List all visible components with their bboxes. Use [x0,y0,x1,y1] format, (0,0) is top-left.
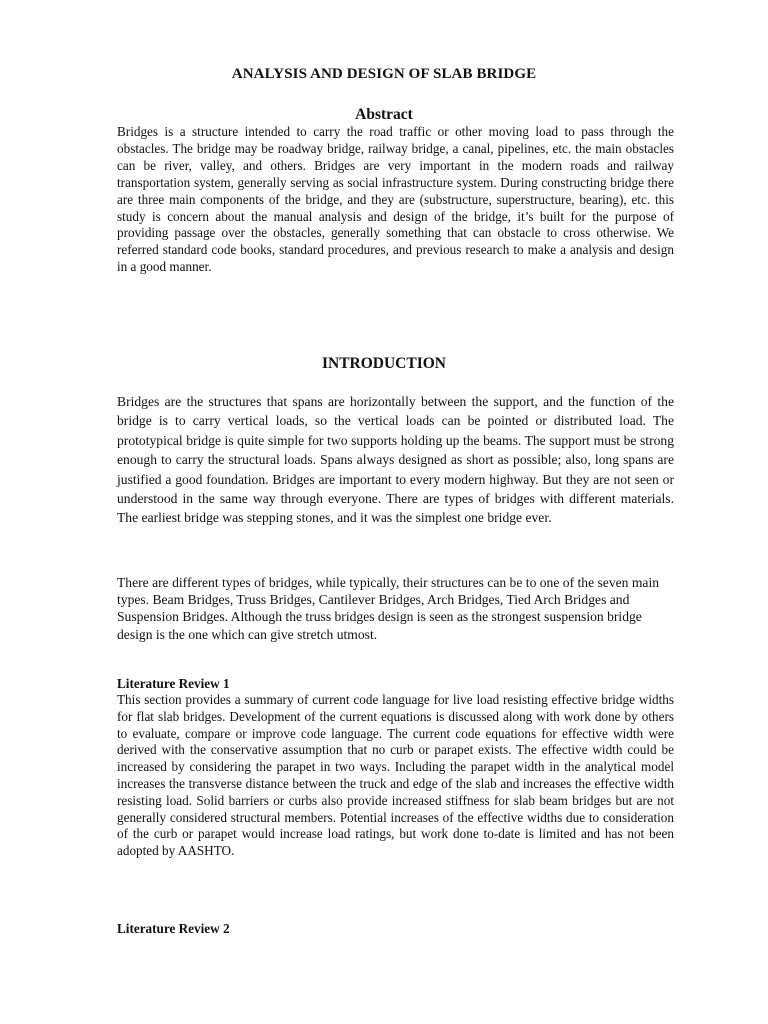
literature-review-1-heading: Literature Review 1 [117,676,230,691]
abstract-heading: Abstract [355,106,413,123]
document-title: ANALYSIS AND DESIGN OF SLAB BRIDGE [231,66,537,82]
literature-review-2-heading: Literature Review 2 [117,921,230,936]
literature-review-1-paragraph: This section provides a summary of current code language for live load resisting effective bridge widths for flat slab bridges. Development of the current equations is discussed along with work done by others to evaluate, compare or improve code language. The current code equations for effective width were derived with the conservative assumption that no curb or parapet exists. The effective width could be increased by considering the parapet in two ways. Including the parapet width in the analytical model increases the transverse distance between the truck and edge of the slab and increases the effective width resisting load. Solid barriers or curbs also provide increased stiffness for slab beam bridges but are not generally considered structural members. Potential increases of the effective widths due to consideration of the curb or parapet would increase load ratings, but work done to-date is limited and has not been adopted by AASHTO. [117,692,674,859]
introduction-heading: INTRODUCTION [321,355,446,372]
abstract-paragraph: Bridges is a structure intended to carry the road traffic or other moving load to pass through the obstacles. The bridge may be roadway bridge, railway bridge, a canal, pipelines, etc. the main obstacles can be river, valley, and others. Bridges are very important in the modern roads and railway transportation system, generally serving as social infrastructure system. During constructing bridge there are three main components of the bridge, and they are (substructure, superstructure, bearing), etc. this study is concern about the manual analysis and design of the bridge, it’s built for the purpose of providing passage over the obstacles, generally something that can obstacle to cross otherwise. We referred standard code books, standard procedures, and previous research to make a analysis and design in a good manner. [117,124,674,275]
bridge-types-paragraph: There are different types of bridges, while typically, their structures can be to one of the seven main types. Beam Bridges, Truss Bridges, Cantilever Bridges, Arch Bridges, Tied Arch Bridges and Suspension Bridges. Although the truss bridges design is seen as the strongest suspension bridge design is the one which can give stretch utmost. [117,575,660,642]
introduction-paragraph: Bridges are the structures that spans are horizontally between the support, and the function of the bridge is to carry vertical loads, so the vertical loads can be pointed or distributed load. The prototypical bridge is quite simple for two supports holding up the beams. The support must be strong enough to carry the structural loads. Spans always designed as short as possible; also, long spans are justified a good foundation. Bridges are important to every modern highway. But they are not seen or understood in the same way through everyone. There are types of bridges with different materials. The earliest bridge was stepping stones, and it was the simplest one bridge ever. [117,394,674,526]
